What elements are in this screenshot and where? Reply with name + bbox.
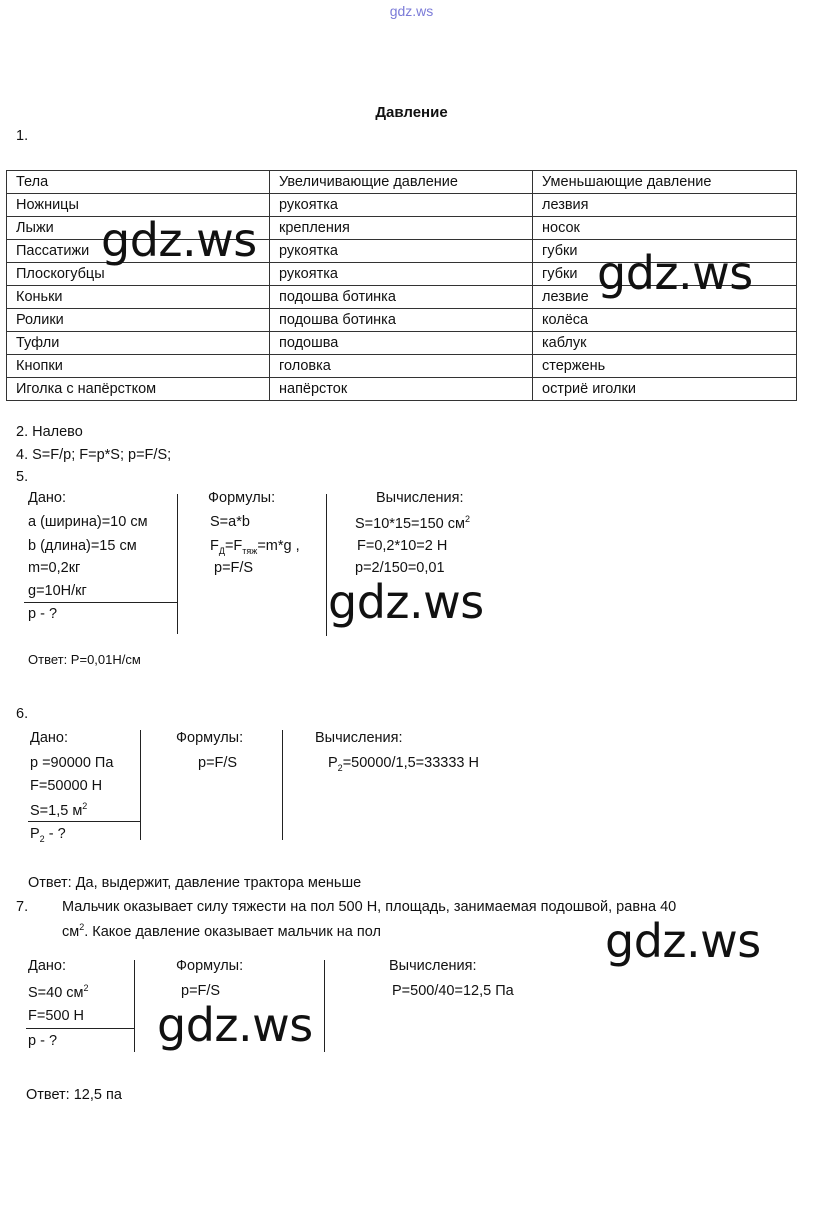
column-header: Уменьшающие давление [533,171,797,194]
task5-formulas-label: Формулы: [208,490,276,506]
statement-text: см [62,923,80,940]
task6-given-item: F=50000 Н [30,778,103,794]
task7-given-divider [26,1028,134,1029]
task6-given-divider [28,821,140,822]
calc-text: P [328,755,338,771]
task5-find: p - ? [28,606,58,622]
table-cell: Ролики [7,309,270,332]
table-cell: подошва ботинка [270,309,533,332]
task6-calc [328,755,479,773]
find-text: - ? [44,826,66,842]
task6-formula: p=F/S [198,755,238,771]
task7-formulas-label: Формулы: [176,958,244,974]
table-cell: подошва ботинка [270,286,533,309]
task6-given-label: Дано: [30,730,68,746]
watermark: gdz.ws [328,575,484,629]
task6-formulas-label: Формулы: [176,730,244,746]
calc-text: S=10*15=150 см [355,515,465,532]
site-link[interactable]: gdz.ws [389,3,434,19]
table-cell: напёрсток [270,378,533,401]
task6-calc-label: Вычисления: [315,730,403,746]
task6-number: 6. [16,706,29,722]
table-cell: колёса [533,309,797,332]
watermark: gdz.ws [597,246,753,300]
table-cell: каблук [533,332,797,355]
task6-find [30,826,66,844]
table-cell: рукоятка [270,263,533,286]
statement-superscript: 2 [79,922,85,932]
task6-given-item: p =90000 Па [30,755,114,771]
table-row [7,309,797,332]
task7-find: p - ? [28,1033,58,1049]
task5-given-item: a (ширина)=10 см [28,514,148,530]
task1-number: 1. [16,128,29,144]
watermark: gdz.ws [101,213,257,267]
table-cell: носок [533,217,797,240]
table-cell: остриё иголки [533,378,797,401]
given-superscript: 2 [82,801,88,811]
table-cell: Иголка с напёрстком [7,378,270,401]
task7-calc: P=500/40=12,5 Па [392,983,514,999]
table-header-row [7,171,797,194]
given-superscript: 2 [83,983,89,993]
task4-answer: 4. S=F/p; F=p*S; p=F/S; [16,447,172,463]
task6-given-item [30,801,87,819]
find-subscript: 2 [39,833,45,844]
task5-answer: Ответ: P=0,01Н/см [28,652,141,667]
task5-formula: S=a*b [210,514,250,530]
task5-formula [210,538,300,556]
task6-divider [140,730,141,840]
task5-calc: p=2/150=0,01 [355,560,445,576]
table-cell: Кнопки [7,355,270,378]
formula-part: =F [224,538,243,554]
statement-text: . Какое давление оказывает мальчик на пол [84,923,381,940]
page-title: Давление [375,104,448,121]
column-header: Тела [7,171,270,194]
task5-divider [326,494,327,636]
table-cell: крепления [270,217,533,240]
task7-divider [134,960,135,1052]
table-cell: Туфли [7,332,270,355]
task7-calc-label: Вычисления: [389,958,477,974]
task6-divider [282,730,283,840]
column-header: Увеличивающие давление [270,171,533,194]
task7-answer: Ответ: 12,5 па [26,1087,122,1103]
formula-subscript: Д [218,545,225,556]
task7-divider [324,960,325,1052]
task5-calc [355,514,470,532]
task7-given-label: Дано: [28,958,66,974]
task7-given-item: F=500 Н [28,1008,85,1024]
table-cell: Плоскогубцы [7,263,270,286]
task2-answer: 2. Налево [16,424,83,440]
task7-statement [62,922,381,940]
table-cell: головка [270,355,533,378]
table-cell: Лыжи [7,217,270,240]
table-cell: стержень [533,355,797,378]
task5-given-label: Дано: [28,490,66,506]
table-cell: подошва [270,332,533,355]
task5-given-item: g=10Н/кг [28,583,87,599]
table-row [7,378,797,401]
task7-statement: Мальчик оказывает силу тяжести на пол 500 Н, площадь, занимаемая подошвой, равна 40 [62,899,677,915]
table-cell: Ножницы [7,194,270,217]
formula-part: =m*g , [257,538,300,554]
task5-given-item: b (длина)=15 см [28,538,137,554]
table-cell: рукоятка [270,194,533,217]
find-text: P [30,826,40,842]
table-cell: лезвие [533,286,797,309]
task5-given-item: m=0,2кг [28,560,81,576]
task5-calc-label: Вычисления: [376,490,464,506]
task5-divider [177,494,178,634]
table-cell: Коньки [7,286,270,309]
given-text: S=1,5 м [30,802,83,819]
calc-text: =50000/1,5=33333 Н [342,755,479,771]
table-cell: губки [533,263,797,286]
table-cell: рукоятка [270,240,533,263]
table-cell: лезвия [533,194,797,217]
table-row [7,332,797,355]
watermark: gdz.ws [605,914,761,968]
task7-formula: p=F/S [181,983,221,999]
table-cell: губки [533,240,797,263]
table-cell: Пассатижи [7,240,270,263]
task5-number: 5. [16,469,29,485]
task7-number: 7. [16,899,29,915]
table-row [7,355,797,378]
calc-subscript: 2 [337,762,343,773]
formula-subscript: тяж [242,545,258,556]
task5-calc: F=0,2*10=2 Н [357,538,448,554]
task7-given-item [28,983,89,1001]
watermark: gdz.ws [157,998,313,1052]
formula-part: F [210,538,219,554]
task6-answer: Ответ: Да, выдержит, давление трактора меньше [28,875,362,891]
given-text: S=40 см [28,984,84,1001]
calc-superscript: 2 [464,514,470,524]
task5-formula: p=F/S [214,560,254,576]
task5-given-divider [24,602,177,603]
